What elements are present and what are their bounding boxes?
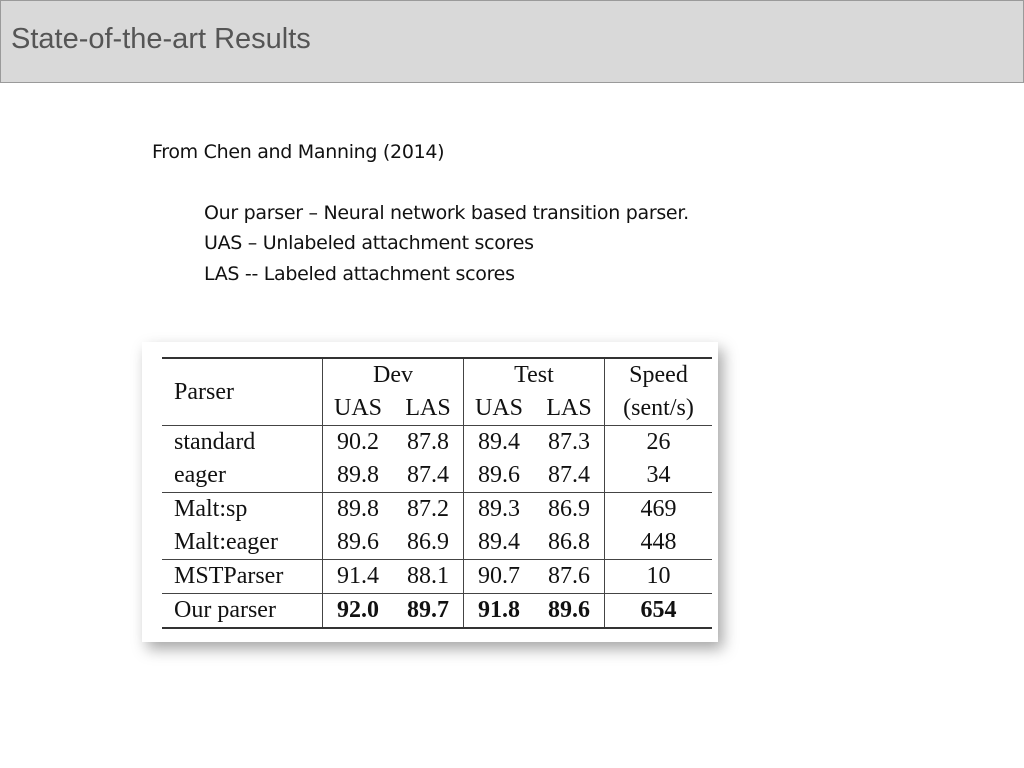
cell-test-las: 87.6 [534, 560, 605, 594]
cell-dev-uas: 89.8 [337, 462, 379, 488]
header-dev-las: LAS [393, 392, 464, 426]
definition-our-parser: Our parser – Neural network based transition parser. [204, 202, 689, 224]
cell-test-las: 86.8 [534, 526, 605, 560]
cell-test-uas: 91.8 [464, 594, 535, 629]
header-dev: Dev [323, 358, 464, 392]
cell-test-uas: 90.7 [464, 560, 535, 594]
cell-speed: 34 [646, 462, 671, 488]
cell-dev-las: 88.1 [393, 560, 464, 594]
definition-las: LAS -- Labeled attachment scores [204, 263, 515, 285]
cell-speed: 654 [605, 594, 713, 629]
cell-dev-uas: 89.8 [323, 493, 394, 527]
header-parser: Parser [162, 358, 323, 426]
cell-dev-las: 89.7 [393, 594, 464, 629]
cell-parser: eager [162, 459, 323, 493]
cell-speed: 10 [605, 560, 713, 594]
cell-test-las: 86.9 [534, 493, 605, 527]
table-header-row-1 [162, 358, 712, 392]
cell-dev-uas: 89.6 [337, 529, 379, 555]
cell-test-uas: 89.4 [464, 426, 535, 460]
cell-parser: Malt:eager [162, 526, 323, 560]
title-bar [0, 0, 1024, 83]
cell-dev-uas: 91.4 [323, 560, 394, 594]
cell-test-las: 87.3 [534, 426, 605, 460]
cell-test-uas: 89.4 [478, 529, 520, 555]
header-dev-uas: UAS [333, 395, 382, 421]
cell-test-uas: 89.3 [464, 493, 535, 527]
cell-test-las: 89.6 [534, 594, 605, 629]
cell-dev-las: 86.9 [393, 526, 464, 560]
cell-dev-uas: 90.2 [323, 426, 394, 460]
results-table [162, 357, 712, 629]
table-row [162, 426, 712, 460]
header-test-las: LAS [534, 392, 605, 426]
cell-speed: 469 [605, 493, 713, 527]
cell-parser: standard [162, 426, 323, 460]
cell-parser: Malt:sp [162, 493, 323, 527]
cell-dev-las: 87.4 [393, 459, 464, 493]
header-test-uas: UAS [474, 395, 523, 421]
table-row [162, 493, 712, 527]
table-row [162, 560, 712, 594]
cell-speed: 448 [640, 529, 677, 555]
header-speed-unit: (sent/s) [623, 395, 694, 421]
cell-speed: 26 [605, 426, 713, 460]
table-row [162, 594, 712, 629]
cell-dev-las: 87.2 [393, 493, 464, 527]
header-test: Test [464, 358, 605, 392]
cell-parser: MSTParser [162, 560, 323, 594]
table-row [162, 526, 712, 560]
cell-test-uas: 89.6 [478, 462, 520, 488]
cell-test-las: 87.4 [534, 459, 605, 493]
definition-uas: UAS – Unlabeled attachment scores [204, 232, 534, 254]
slide-title: State-of-the-art Results [11, 23, 311, 55]
table-row [162, 459, 712, 493]
cell-parser: Our parser [162, 594, 323, 629]
header-speed: Speed [605, 358, 713, 392]
cell-dev-uas: 92.0 [323, 594, 394, 629]
results-table-image [142, 342, 718, 642]
cell-dev-las: 87.8 [393, 426, 464, 460]
source-citation: From Chen and Manning (2014) [152, 141, 445, 163]
